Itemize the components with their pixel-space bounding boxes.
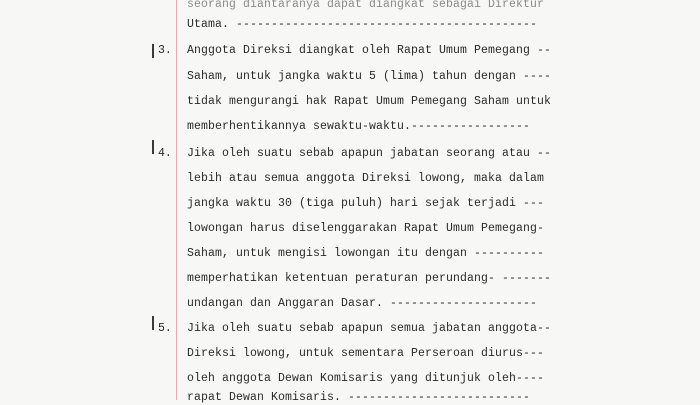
text-line: memberhentikannya sewaktu-waktu.----------------- — [187, 120, 531, 133]
item-5-margin-mark — [152, 316, 154, 330]
item-number: 3. — [158, 44, 172, 57]
text-line: oleh anggota Dewan Komisaris yang ditunjuk oleh---- — [187, 372, 545, 385]
text-line: lowongan harus diselenggarakan Rapat Umum Pemegang- — [187, 222, 545, 235]
item-4-margin-mark — [152, 140, 154, 154]
item-3-margin-mark — [152, 44, 154, 58]
text-line: seorang diantaranya dapat diangkat sebagai Direktur — [187, 0, 545, 11]
text-line: tidak mengurangi hak Rapat Umum Pemegang Saham untuk — [187, 95, 552, 108]
text-line: lebih atau semua anggota Direksi lowong, maka dalam — [187, 172, 545, 185]
text-line: Direksi lowong, untuk sementara Perseroan diurus--- — [187, 347, 545, 360]
text-line: undangan dan Anggaran Dasar. --------------------- — [187, 297, 538, 310]
item-number: 4. — [158, 147, 172, 160]
text-line: Jika oleh suatu sebab apapun semua jabatan anggota-- — [187, 322, 552, 335]
text-line: Anggota Direksi diangkat oleh Rapat Umum Pemegang -- — [187, 44, 552, 57]
text-line: Saham, untuk mengisi lowongan itu dengan ---------- — [187, 247, 545, 260]
item-number: 5. — [158, 322, 172, 335]
text-line: jangka waktu 30 (tiga puluh) hari sejak terjadi --- — [187, 197, 545, 210]
text-line: Jika oleh suatu sebab apapun jabatan seorang atau -- — [187, 147, 552, 160]
margin-rule — [176, 0, 177, 400]
text-line: Saham, untuk jangka waktu 5 (lima) tahun dengan ---- — [187, 70, 552, 83]
text-line: rapat Dewan Komisaris. -------------------------- — [187, 391, 531, 404]
text-line: memperhatikan ketentuan peraturan perundang- ------- — [187, 272, 552, 285]
text-line: Utama. ------------------------------------------- — [187, 18, 538, 31]
